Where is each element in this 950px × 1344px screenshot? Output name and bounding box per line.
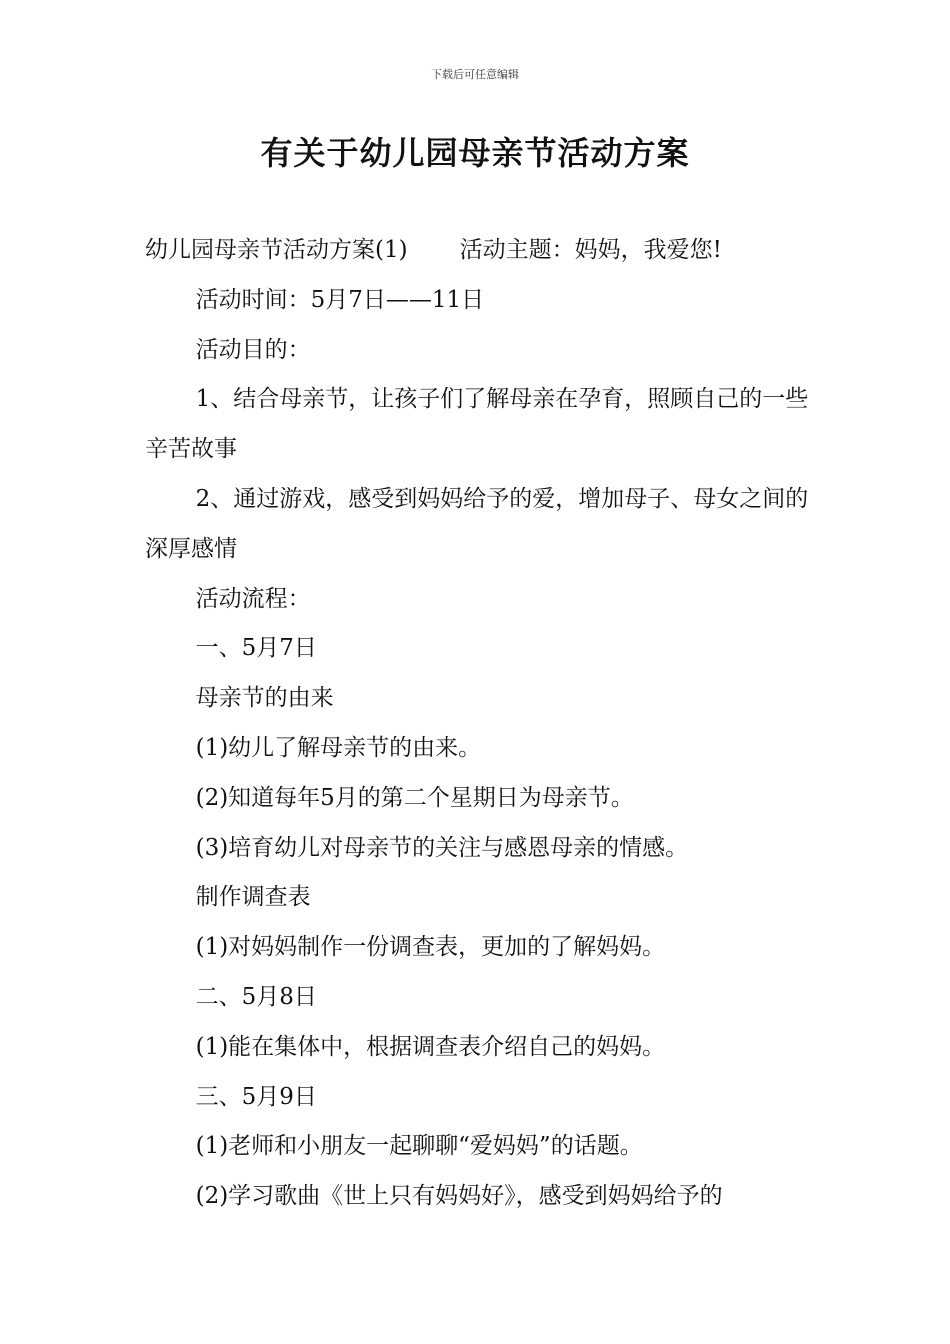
paragraph-day-1-heading: 一、5月7日	[195, 635, 317, 662]
paragraph-day-1-item-3: (3)培育幼儿对母亲节的关注与感恩母亲的情感。	[195, 834, 689, 861]
activity-theme: 活动主题：妈妈，我爱您!	[459, 237, 722, 263]
paragraph-purpose-2: 2、通过游戏，感受到妈妈给予的爱，增加母子、母女之间的深厚感情	[145, 485, 809, 562]
document-body	[145, 226, 810, 1222]
paragraph-day-1-item-1: (1)幼儿了解母亲节的由来。	[195, 734, 482, 761]
paragraph-day-2-heading: 二、5月8日	[195, 983, 317, 1010]
paragraph-process-heading: 活动流程：	[195, 585, 311, 612]
paragraph-day-1-item-2: (2)知道每年5月的第二个星期日为母亲节。	[195, 784, 634, 811]
paragraph-day-3-item-1: (1)老师和小朋友一起聊聊“爱妈妈”的话题。	[195, 1133, 643, 1160]
paragraph-purpose-heading: 活动目的：	[195, 336, 311, 363]
section-title: 幼儿园母亲节活动方案(1)	[145, 237, 408, 263]
paragraph-day-3-heading: 三、5月9日	[195, 1083, 317, 1110]
header-note: 下载后可任意编辑	[431, 68, 519, 81]
document-title: 有关于幼儿园母亲节活动方案	[260, 134, 690, 172]
paragraph-survey-item-1: (1)对妈妈制作一份调查表，更加的了解妈妈。	[195, 934, 666, 961]
paragraph-day-3-item-2: (2)学习歌曲《世上只有妈妈好》，感受到妈妈给予的	[195, 1183, 723, 1210]
paragraph-survey-heading: 制作调查表	[195, 884, 311, 911]
paragraph-day-2-item-1: (1)能在集体中，根据调查表介绍自己的妈妈。	[195, 1033, 666, 1060]
paragraph-day-1-topic: 母亲节的由来	[195, 685, 334, 712]
paragraph-activity-time: 活动时间：5月7日——11日	[195, 286, 485, 313]
intro-line	[145, 226, 810, 276]
paragraph-purpose-1: 1、结合母亲节，让孩子们了解母亲在孕育，照顾自己的一些辛苦故事	[145, 386, 809, 463]
